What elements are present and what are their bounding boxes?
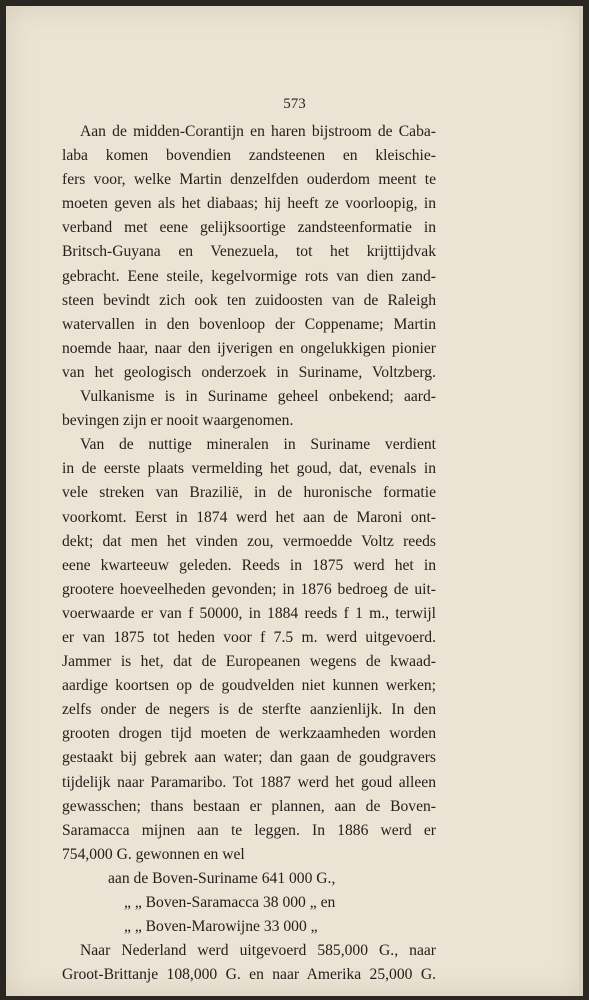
- text-line: Naar Nederland werd uitgevoerd 585,000 G., naar: [80, 942, 436, 960]
- text-line: bevingen zijn er nooit waargenomen.: [62, 412, 294, 430]
- text-line: Groot-Brittanje 108,000 G. en naar Amerika 25,000 G.: [62, 966, 436, 984]
- text-line: eene kwarteeuw geleden. Reeds in 1875 werd het in: [62, 556, 436, 574]
- text-line: watervallen in den bovenloop der Coppename; Martin: [62, 315, 436, 333]
- text-line: Vulkanisme is in Suriname geheel onbekend; aard-: [80, 388, 436, 406]
- text-line: voerwaarde er van f 50000, in 1884 reeds f 1 m., terwijl: [62, 604, 436, 622]
- page-edge: [579, 6, 583, 996]
- text-line: van het geologisch onderzoek in Suriname, Voltzberg.: [62, 363, 436, 381]
- text-line: fers voor, welke Martin denzelfden ouderdom meent te: [62, 171, 436, 189]
- text-line: moeten geven als het diabaas; hij heeft ze voorloopig, in: [62, 195, 436, 213]
- text-line: grootere hoeveelheden gevonden; in 1876 bedroeg de uit-: [62, 580, 436, 598]
- text-line: „ „ Boven-Marowijne 33 000 „: [124, 918, 318, 936]
- body-text: [62, 120, 436, 987]
- text-line: 754,000 G. gewonnen en wel: [62, 845, 245, 863]
- text-line: noemde haar, naar den ijverigen en ongelukkigen pionier: [62, 339, 436, 357]
- text-line: zelfs onder de negers is de sterfte aanzienlijk. In den: [62, 701, 436, 719]
- text-line: Aan de midden-Corantijn en haren bijstroom de Caba-: [80, 123, 436, 140]
- text-line: „ „ Boven-Saramacca 38 000 „ en: [124, 894, 336, 911]
- text-line: gewasschen; thans bestaan er plannen, aan de Boven-: [62, 797, 436, 815]
- text-line: aardige koortsen op de goudvelden niet kunnen werken;: [62, 677, 436, 695]
- text-line: laba komen bovendien zandsteenen en kleischie-: [62, 147, 436, 165]
- text-line: grooten drogen tijd moeten de werkzaamheden worden: [62, 725, 436, 743]
- text-line: Jammer is het, dat de Europeanen wegens de kwaad-: [62, 653, 436, 671]
- book-page: [6, 6, 583, 996]
- text-line: Saramacca mijnen aan te leggen. In 1886 werd er: [62, 821, 436, 839]
- page-number: 573: [283, 96, 306, 112]
- text-line: steen bevindt zich ook ten zuidoosten van de Raleigh: [62, 291, 436, 309]
- text-line: aan de Boven-Suriname 641 000 G.,: [108, 869, 336, 887]
- text-line: gebracht. Eene steile, kegelvormige rots van dien zand-: [62, 267, 436, 285]
- text-line: verband met eene gelijksoortige zandsteenformatie in: [62, 219, 436, 237]
- text-line: vele streken van Brazilië, in de huronische formatie: [62, 484, 436, 502]
- text-line: tijdelijk naar Paramaribo. Tot 1887 werd het goud alleen: [62, 773, 436, 791]
- text-line: dekt; dat men het vinden zou, vermoedde Voltz reeds: [62, 532, 436, 550]
- text-line: in de eerste plaats vermelding het goud, dat, evenals in: [62, 460, 436, 478]
- text-line: Van de nuttige mineralen in Suriname verdient: [80, 436, 436, 454]
- text-line: voorkomt. Eerst in 1874 werd het aan de Maroni ont-: [62, 508, 436, 526]
- text-line: gestaakt bij gebrek aan water; dan gaan de goudgravers: [62, 749, 436, 767]
- text-line: Britsch-Guyana en Venezuela, tot het krijttijdvak: [62, 243, 436, 261]
- text-line: er van 1875 tot heden voor f 7.5 m. werd uitgevoerd.: [62, 628, 436, 646]
